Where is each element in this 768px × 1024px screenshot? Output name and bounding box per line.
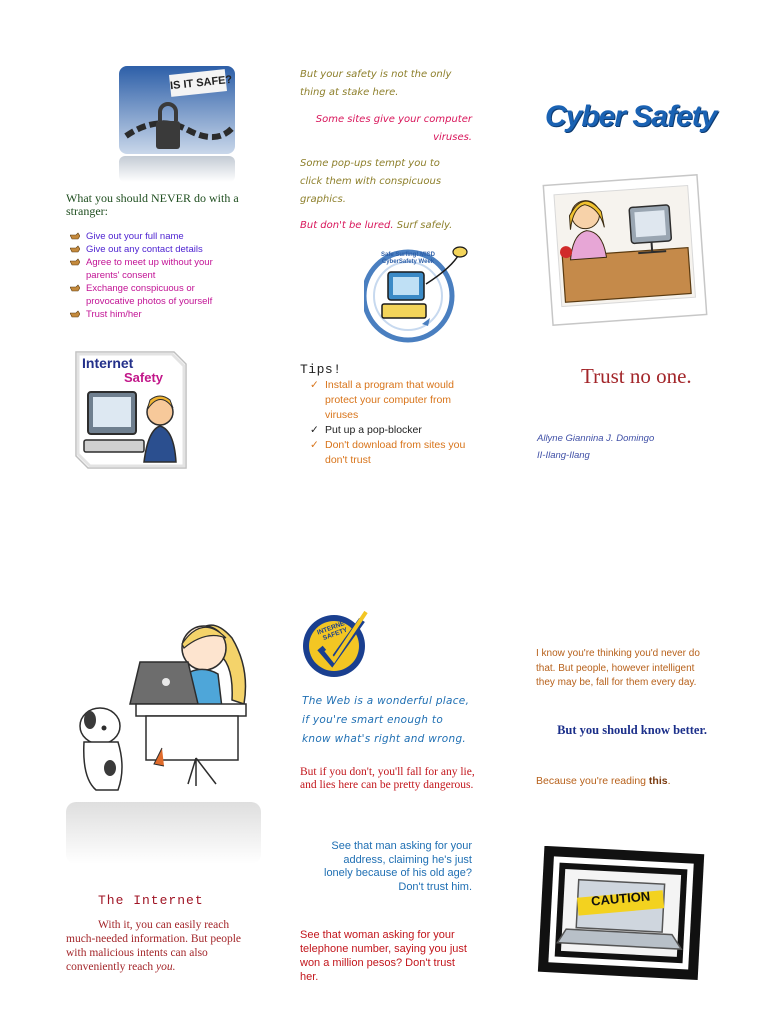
safe-surfing-badge-text: Safe Surfing! MISD CyberSafety Week: [380, 252, 435, 265]
never-item-text: Exchange conspicuous or provocative photos of yourself: [86, 283, 213, 307]
check-icon: ✓: [310, 379, 319, 391]
tip-text: Don't download from sites you don't trust: [325, 439, 466, 466]
safe-surfing-badge: [364, 244, 474, 344]
list-item: [68, 256, 238, 282]
hand-pointer-icon: [70, 245, 80, 253]
cyber-safety-title: Cyber Safety: [545, 100, 717, 133]
list-item: [310, 423, 485, 438]
hand-pointer-icon: [70, 310, 80, 318]
fall-line-1: But if you don't, you'll fall for any lie,: [300, 766, 475, 778]
never-list: [68, 230, 238, 321]
list-item: [68, 308, 238, 321]
never-item-text: Give out any contact details: [86, 244, 203, 255]
safety-stake-text: But your safety is not the only thing at stake here.: [300, 69, 452, 98]
check-icon: ✓: [310, 439, 319, 451]
sign-text: IS IT SAFE?: [169, 73, 233, 93]
list-item: [310, 378, 485, 423]
tip-text: Put up a pop-blocker: [325, 424, 422, 436]
popup-text: Some pop-ups tempt you to click them with conspicuous graphics.: [300, 158, 442, 205]
fall-for-lie-text: [300, 766, 475, 792]
know-better-text: But you should know better.: [557, 723, 707, 737]
girl-with-laptop-and-dog-image: [66, 608, 261, 866]
thinking-paragraph: I know you're thinking you'd never do that. But people, however intelligent they may be, fall for them every day.: [536, 648, 700, 688]
internet-safety-logo: [72, 350, 190, 472]
list-item: [310, 438, 485, 468]
reading-this-text: [536, 775, 671, 787]
trust-no-one-tagline: Trust no one.: [581, 364, 692, 388]
reading-suffix: .: [667, 775, 671, 787]
caution-laptop-photo: [537, 846, 707, 982]
fall-line-2: and lies here can be pretty dangerous.: [300, 779, 474, 791]
check-icon: ✓: [310, 424, 319, 436]
woman-warning-paragraph: See that woman asking for your telephone number, saying you just won a million pesos? Don't trust her.: [300, 929, 467, 983]
surf-safely: Surf safely.: [396, 220, 453, 231]
tips-title: Tips!: [300, 362, 342, 377]
internet-para-you: you.: [156, 961, 176, 973]
web-quote: The Web is a wonderful place, if you're smart enough to know what's right and wrong.: [302, 695, 470, 745]
internet-para-main: With it, you can easily reach much-needed information. But people with malicious intents can also conveniently reach: [66, 919, 242, 973]
never-title: What you should NEVER do with a stranger:: [66, 191, 239, 218]
man-warning-paragraph: See that man asking for your address, claiming he's just lonely because of his old age? Don't trust him.: [324, 840, 472, 893]
reading-prefix: Because you're reading: [536, 775, 649, 787]
surf-safely-text: [300, 217, 475, 235]
hand-pointer-icon: [70, 284, 80, 292]
caution-tape-text: CAUTION: [590, 888, 651, 909]
dont-be-lured: But don't be lured.: [300, 220, 394, 231]
is-it-safe-image: [118, 66, 236, 184]
tips-list: [310, 378, 485, 468]
the-internet-heading: The Internet: [98, 893, 204, 908]
internet-safety-badge-text: INTERNET SAFETY: [316, 618, 350, 642]
never-item-text: Give out your full name: [86, 231, 184, 242]
the-internet-paragraph: [66, 918, 246, 974]
hand-pointer-icon: [70, 232, 80, 240]
list-item: [68, 243, 238, 256]
logo-line-internet: Internet: [82, 355, 134, 371]
author-section: II-Ilang-Ilang: [537, 450, 590, 461]
girl-at-computer-photo: [540, 172, 710, 327]
list-item: [68, 282, 238, 308]
reading-bold: this: [648, 775, 668, 787]
author-block: [537, 430, 654, 464]
logo-line-safety: Safety: [124, 370, 164, 385]
virus-text: Some sites give your computer viruses.: [315, 114, 472, 143]
never-item-text: Trust him/her: [86, 309, 142, 320]
hand-pointer-icon: [70, 258, 80, 266]
list-item: [68, 230, 238, 243]
tip-text: Install a program that would protect your computer from viruses: [325, 379, 454, 421]
author-name: Allyne Giannina J. Domingo: [537, 433, 655, 444]
never-item-text: Agree to meet up without your parents' consent: [86, 257, 213, 281]
internet-safety-badge: [300, 606, 380, 680]
